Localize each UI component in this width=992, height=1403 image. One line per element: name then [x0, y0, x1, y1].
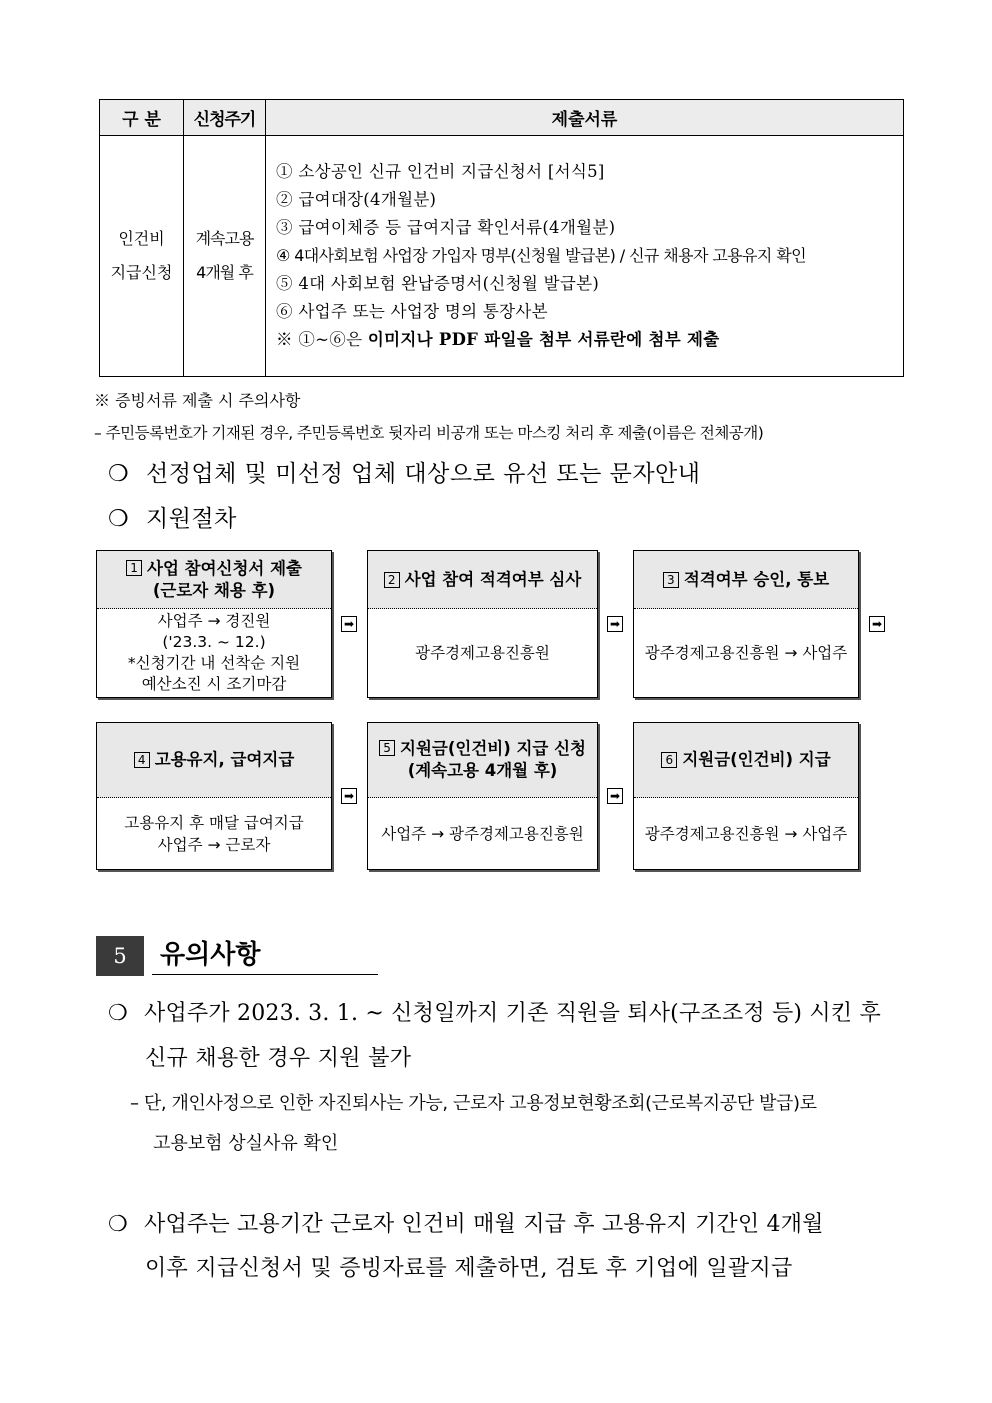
flow-step-4-body-line1: 고용유지 후 매달 급여지급	[124, 813, 304, 832]
flow-step-6-title: 지원금(인건비) 지급	[682, 750, 831, 769]
documents-cell	[266, 136, 904, 377]
flow-step-6-body-line1: 광주경제고용진흥원 → 사업주	[644, 824, 848, 843]
caution-paragraph-1	[108, 996, 881, 1027]
documents-table	[99, 99, 904, 377]
flow-step-6-head	[634, 723, 858, 798]
flow-step-2-title: 사업 참여 적격여부 심사	[404, 569, 582, 589]
flow-step-4-body-line2: 사업주 → 근로자	[157, 835, 271, 854]
caution-1-line2: 신규 채용한 경우 지원 불가	[145, 1046, 412, 1071]
flow-step-5-title: 지원금(인건비) 지급 신청	[400, 739, 586, 758]
evidence-note-item: – 주민등록번호가 기재된 경우, 주민등록번호 뒷자리 비공개 또는 마스킹 처리 후 제출(이름은 전체공개)	[94, 424, 764, 442]
header-cycle: 신청주기	[184, 100, 266, 136]
flow-step-5-body-line1: 사업주 → 광주경제고용진흥원	[381, 824, 584, 843]
bullet-circle-icon: ❍	[108, 461, 130, 487]
flow-step-1-body-line3: *신청기간 내 선착순 지원	[127, 654, 301, 672]
flow-step-5-body	[368, 798, 597, 869]
section-number: 5	[96, 936, 144, 976]
flow-step-4-head	[97, 723, 331, 798]
caution-1-sub-line2: 고용보험 상실사유 확인	[153, 1133, 339, 1154]
caution-1-line1: 사업주가 2023. 3. 1. ~ 신청일까지 기존 직원을 퇴사(구조조정 등) 시킨 후	[144, 1001, 881, 1026]
header-category: 구 분	[100, 100, 184, 136]
doc-note-bold: 이미지나 PDF 파일을 첨부 서류란에 첨부 제출	[367, 330, 720, 349]
flow-step-3	[633, 550, 859, 698]
flow-step-1-body	[97, 609, 331, 697]
doc-item-5: ⑤ 4대 사회보험 완납증명서(신청월 발급본)	[276, 274, 600, 293]
cycle-line2: 4개월 후	[196, 263, 253, 282]
flow-step-4	[96, 722, 332, 870]
right-arrow-icon: ➡	[607, 788, 623, 804]
flow-step-6-body	[634, 798, 858, 869]
flow-step-2-body-line1: 광주경제고용진흥원	[415, 644, 550, 662]
doc-item-6: ⑥ 사업주 또는 사업장 명의 통장사본	[276, 302, 548, 321]
step-number-box: 6	[661, 752, 677, 768]
header-documents: 제출서류	[266, 100, 904, 136]
flow-step-3-body	[634, 609, 858, 697]
table-header-row	[100, 100, 904, 136]
caution-2-line2: 이후 지급신청서 및 증빙자료를 제출하면, 검토 후 기업에 일괄지급	[145, 1256, 793, 1281]
caution-1-sub-line1: – 단, 개인사정으로 인한 자진퇴사는 가능, 근로자 고용정보현황조회(근로복지공단 발급)로	[130, 1093, 817, 1114]
flow-step-4-title: 고용유지, 급여지급	[154, 750, 295, 769]
evidence-note-title: ※ 증빙서류 제출 시 주의사항	[94, 391, 301, 410]
flow-step-4-body	[97, 798, 331, 869]
section-title-underline	[152, 974, 378, 975]
step-number-box: 5	[379, 740, 395, 756]
doc-item-2: ② 급여대장(4개월분)	[276, 190, 437, 209]
category-line2: 지급신청	[110, 263, 173, 282]
cycle-cell	[184, 136, 266, 377]
step-number-box: 4	[134, 752, 150, 768]
flow-step-5	[367, 722, 598, 870]
flow-step-5-head	[368, 723, 597, 798]
flow-step-2	[367, 550, 598, 698]
flow-step-1-title: 사업 참여신청서 제출	[147, 558, 302, 578]
right-arrow-icon: ➡	[341, 788, 357, 804]
notice-text: 선정업체 및 미선정 업체 대상으로 유선 또는 문자안내	[146, 461, 701, 487]
flow-step-3-body-line1: 광주경제고용진흥원 → 사업주	[644, 644, 848, 662]
step-number-box: 2	[384, 572, 400, 588]
step-number-box: 3	[663, 572, 679, 588]
flow-step-1-body-line1: 사업주 → 경진원	[157, 612, 271, 630]
flow-step-2-body	[368, 609, 597, 697]
category-cell	[100, 136, 184, 377]
step-number-box: 1	[126, 560, 142, 576]
doc-note-prefix: ※ ①~⑥은	[276, 330, 368, 349]
bullet-circle-icon: ❍	[108, 1001, 128, 1026]
category-line1: 인건비	[118, 229, 165, 248]
right-arrow-icon: ➡	[341, 616, 357, 632]
notice-bullet	[108, 455, 700, 488]
flow-step-1-body-line2: ('23.3. ~ 12.)	[162, 633, 266, 651]
cycle-line1: 계속고용	[195, 229, 254, 248]
procedure-bullet	[108, 500, 237, 533]
flow-step-1-body-line4: 예산소진 시 조기마감	[141, 675, 287, 693]
flow-step-3-title: 적격여부 승인, 통보	[683, 569, 830, 589]
doc-item-1: ① 소상공인 신규 인건비 지급신청서 [서식5]	[276, 162, 605, 181]
bullet-circle-icon: ❍	[108, 506, 130, 532]
flow-step-1-subtitle: (근로자 채용 후)	[152, 580, 276, 600]
doc-item-3: ③ 급여이체증 등 급여지급 확인서류(4개월분)	[276, 218, 616, 237]
flow-step-6	[633, 722, 859, 870]
bullet-circle-icon: ❍	[108, 1212, 128, 1237]
doc-item-4: ④ 4대사회보험 사업장 가입자 명부(신청월 발급본) / 신규 채용자 고용유지 확인	[276, 246, 806, 265]
section-title: 유의사항	[160, 940, 261, 970]
doc-note	[276, 326, 895, 354]
right-arrow-icon: ➡	[607, 616, 623, 632]
flow-step-1-head	[97, 551, 331, 609]
flow-step-1	[96, 550, 332, 698]
caution-paragraph-2	[108, 1207, 824, 1238]
right-arrow-icon: ➡	[869, 616, 885, 632]
flow-step-3-head	[634, 551, 858, 609]
flow-step-5-subtitle: (계속고용 4개월 후)	[407, 761, 558, 780]
procedure-text: 지원절차	[146, 506, 237, 532]
caution-2-line1: 사업주는 고용기간 근로자 인건비 매월 지급 후 고용유지 기간인 4개월	[144, 1212, 824, 1237]
table-row	[100, 136, 904, 377]
flow-step-2-head	[368, 551, 597, 609]
